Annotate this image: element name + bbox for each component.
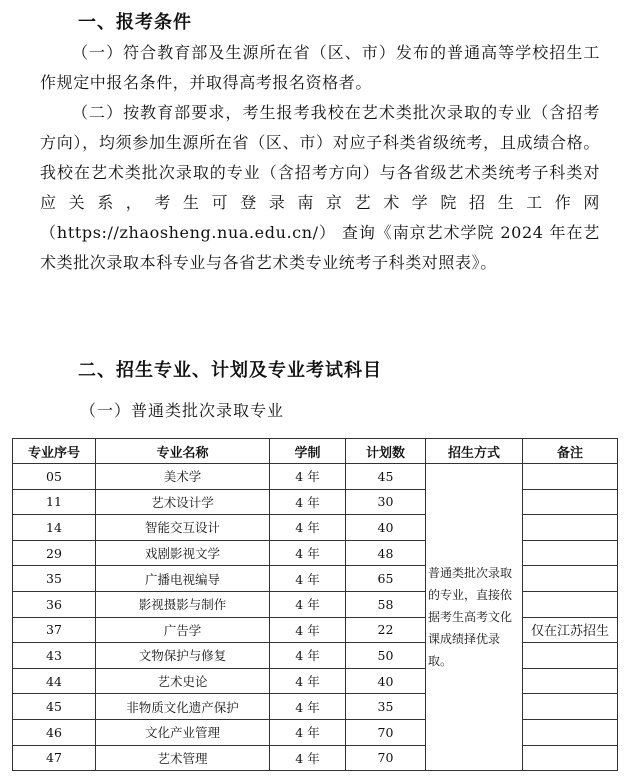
cell-years: 4 年 — [270, 745, 346, 771]
table-row — [13, 566, 618, 592]
cell-note — [523, 745, 618, 771]
cell-years: 4 年 — [270, 540, 346, 566]
table-row — [13, 617, 618, 643]
cell-plan: 30 — [346, 489, 426, 515]
cell-name: 美术学 — [96, 464, 270, 490]
header-note: 备注 — [523, 439, 618, 464]
cell-name: 艺术管理 — [96, 745, 270, 771]
header-method: 招生方式 — [426, 439, 523, 464]
cell-name: 文物保护与修复 — [96, 643, 270, 669]
table-row — [13, 745, 618, 771]
cell-note — [523, 515, 618, 541]
section2-heading: 二、招生专业、计划及专业考试科目 — [78, 360, 382, 381]
cell-code: 11 — [13, 489, 96, 515]
table-row — [13, 515, 618, 541]
cell-plan: 50 — [346, 643, 426, 669]
cell-plan: 65 — [346, 566, 426, 592]
table-row — [13, 643, 618, 669]
header-plan: 计划数 — [346, 439, 426, 464]
cell-code: 46 — [13, 719, 96, 745]
cell-plan: 48 — [346, 540, 426, 566]
cell-name: 非物质文化遗产保护 — [96, 694, 270, 720]
cell-note — [523, 540, 618, 566]
section1-body — [40, 38, 600, 278]
cell-name: 影视摄影与制作 — [96, 591, 270, 617]
cell-plan: 22 — [346, 617, 426, 643]
cell-years: 4 年 — [270, 515, 346, 541]
cell-name: 文化产业管理 — [96, 719, 270, 745]
cell-note — [523, 464, 618, 490]
cell-plan: 70 — [346, 745, 426, 771]
table-row — [13, 719, 618, 745]
table-row — [13, 489, 618, 515]
cell-name: 艺术史论 — [96, 668, 270, 694]
cell-years: 4 年 — [270, 489, 346, 515]
cell-code: 29 — [13, 540, 96, 566]
majors-table — [12, 438, 618, 771]
cell-note — [523, 643, 618, 669]
table-row — [13, 591, 618, 617]
cell-plan: 45 — [346, 464, 426, 490]
cell-years: 4 年 — [270, 464, 346, 490]
cell-years: 4 年 — [270, 591, 346, 617]
cell-code: 35 — [13, 566, 96, 592]
table-row — [13, 694, 618, 720]
cell-years: 4 年 — [270, 694, 346, 720]
cell-code: 47 — [13, 745, 96, 771]
table-header-row — [13, 439, 618, 464]
section2-subheading: （一）普通类批次录取专业 — [80, 401, 285, 420]
cell-code: 36 — [13, 591, 96, 617]
cell-code: 05 — [13, 464, 96, 490]
cell-note — [523, 489, 618, 515]
cell-plan: 70 — [346, 719, 426, 745]
table-row — [13, 668, 618, 694]
table-row — [13, 464, 618, 490]
cell-name: 戏剧影视文学 — [96, 540, 270, 566]
cell-code: 37 — [13, 617, 96, 643]
cell-code: 44 — [13, 668, 96, 694]
cell-note: 仅在江苏招生 — [523, 617, 618, 643]
cell-name: 智能交互设计 — [96, 515, 270, 541]
cell-years: 4 年 — [270, 566, 346, 592]
paragraph-2: （二）按教育部要求，考生报考我校在艺术类批次录取的专业（含招考方向），均须参加生源所在省（区、市）对应子科类省级统考，且成绩合格。我校在艺术类批次录取的专业（含招考方向）与各省级艺术类统考子科类对应关系，考生可登录南京艺术学院招生工作网（https://zhaosheng.nua.edu.cn/） 查询《南京艺术学院 2024 年在艺术类批次录取本科专业与各省艺术类专业统考子科类对照表》。 — [40, 103, 600, 272]
cell-method: 普通类批次录取的专业，直接依据考生高考文化课成绩择优录取。 — [426, 464, 523, 771]
cell-name: 广播电视编导 — [96, 566, 270, 592]
cell-plan: 40 — [346, 515, 426, 541]
cell-note — [523, 694, 618, 720]
header-years: 学制 — [270, 439, 346, 464]
cell-plan: 35 — [346, 694, 426, 720]
section1-heading: 一、报考条件 — [78, 12, 192, 33]
header-name: 专业名称 — [96, 439, 270, 464]
cell-note — [523, 719, 618, 745]
cell-note — [523, 591, 618, 617]
paragraph-1: （一）符合教育部及生源所在省（区、市）发布的普通高等学校招生工作规定中报名条件，并取得高考报名资格者。 — [40, 43, 600, 92]
header-code: 专业序号 — [13, 439, 96, 464]
cell-name: 艺术设计学 — [96, 489, 270, 515]
cell-name: 广告学 — [96, 617, 270, 643]
cell-code: 14 — [13, 515, 96, 541]
cell-code: 45 — [13, 694, 96, 720]
cell-years: 4 年 — [270, 668, 346, 694]
cell-code: 43 — [13, 643, 96, 669]
cell-note — [523, 566, 618, 592]
cell-years: 4 年 — [270, 617, 346, 643]
cell-note — [523, 668, 618, 694]
cell-plan: 58 — [346, 591, 426, 617]
cell-years: 4 年 — [270, 719, 346, 745]
table-row — [13, 540, 618, 566]
cell-years: 4 年 — [270, 643, 346, 669]
cell-plan: 40 — [346, 668, 426, 694]
